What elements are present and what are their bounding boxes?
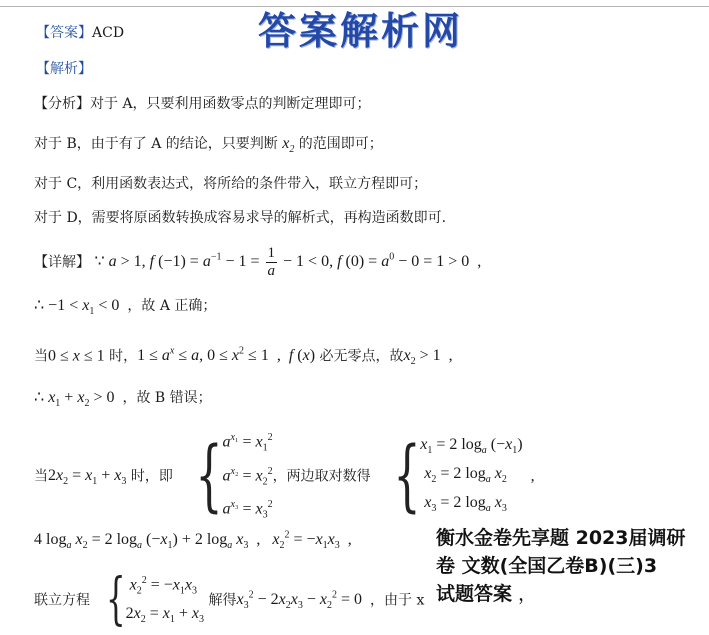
ineq-x1: ∴ $-1 < x_1 < 0$ [34, 297, 128, 318]
fenxi-text-4: 对于 D，需要将原函数转换成容易求导的解析式，再构造函数即可. [34, 210, 447, 226]
answer-value: ACD [92, 25, 125, 41]
answer-tag: 【答案】 [36, 25, 92, 41]
fenxi-tag: 【分析】 [34, 96, 90, 112]
fenxi-text-2a: 对于 B，由于有了 A 的结论，只要判断 [34, 136, 283, 152]
lianli-text: 联立方程 [34, 592, 90, 609]
statement-b2-line [34, 388, 212, 414]
detail-formula: ∵ a > 1, f $(-1) = a^{-1} - 1$ = $\frac{1}{a}$ − 1 < 0, f $(0) = a^0 - 0 = 1 > 0$ , [94, 245, 482, 280]
system-comma: , [522, 467, 535, 485]
shi-text: 时， [104, 348, 138, 365]
combined-line [34, 568, 424, 635]
b-wrong-text: ，故 B 错误； [122, 390, 212, 406]
analysis-tag: 【解析】 [36, 61, 92, 77]
fenxi-line-3 [34, 174, 427, 194]
fenxi-line-2 [34, 134, 383, 160]
a-correct-text: ，故 A 正确； [127, 298, 217, 314]
jiede-text: 解得 [204, 592, 237, 609]
ineq-x2: $x_2 > 1$ , [403, 347, 453, 368]
fenxi-line-4 [34, 208, 446, 228]
watermark-line-1: 衡水金卷先享题 2023届调研 [436, 527, 686, 549]
statement-b1-line [34, 342, 453, 373]
range-x: 0 ≤ x ≤ 1 [48, 347, 105, 365]
top-divider [0, 6, 709, 7]
site-logo: 答案解析网 [258, 8, 464, 53]
log-system: { $x_1 = 2$ $\log_a (-x_1)$ $x_2 = 2$ $\log_a x_2$ $x_3 = 2$ $\log_a x_3$ [392, 431, 523, 522]
statement-a-line [34, 296, 216, 322]
bounds-formula: $1 \le a^x \le a$, $0 \le x^2 \le 1$ , f (x) [137, 346, 316, 365]
exp-system: { $a^{x_1} = x_1^2$ $a^{x_2} = x_2^2$ $a^{x_3} = x_3^2$ [195, 431, 273, 522]
detail-line [34, 240, 481, 280]
watermark-line-3: 试题答案 ， [436, 583, 538, 605]
fenxi-text-2b: 的范围即可； [294, 136, 383, 152]
solution-formula: $x_3^2 - 2x_2x_3 - x_2^2 = 0$ [236, 590, 371, 612]
fenxi-text-1: 对于 A，只要利用函数零点的判断定理即可； [90, 96, 371, 112]
watermark-overlay [436, 524, 709, 608]
watermark-line-3-text: 试题答案 [436, 583, 513, 605]
answer-line [36, 23, 124, 43]
math-x2: $x_2$ [282, 135, 295, 156]
fenxi-text-3: 对于 C，利用函数表达式，将所给的条件带入，联立方程即可； [34, 176, 428, 192]
combined-system: { $x_2^2 = -x_1x_3$ $2x_2 = x_1 + x_3$ [106, 567, 205, 633]
ji-text: 时，即 [126, 468, 173, 485]
sum-formula: ∴ $x_1 + x_2 > 0$ [34, 389, 123, 410]
take-log-text: ，两边取对数得 [272, 468, 371, 485]
youyu-text: ，由于 x [370, 592, 425, 609]
when-text: 当 [34, 348, 48, 365]
fenxi-line-1 [34, 94, 371, 114]
log-equation-line [34, 526, 352, 557]
analysis-tag-line [36, 59, 92, 79]
system-line [34, 426, 535, 527]
relation-formula: $2x_2 = x_1 + x_3$ [48, 467, 127, 488]
when-text-2: 当 [34, 468, 48, 485]
watermark-line-2: 卷 文数(全国乙卷B)(三)3 [436, 555, 658, 577]
detail-tag: 【详解】 [34, 254, 90, 271]
no-zero-text: 必无零点，故 [315, 348, 404, 365]
log-equation: 4 $\log_a x_2 = 2$ $\log_a (-x_1) + 2$ $\log_a x_3$ , $x_2^2 = -x_1x_3$ , [34, 530, 352, 552]
